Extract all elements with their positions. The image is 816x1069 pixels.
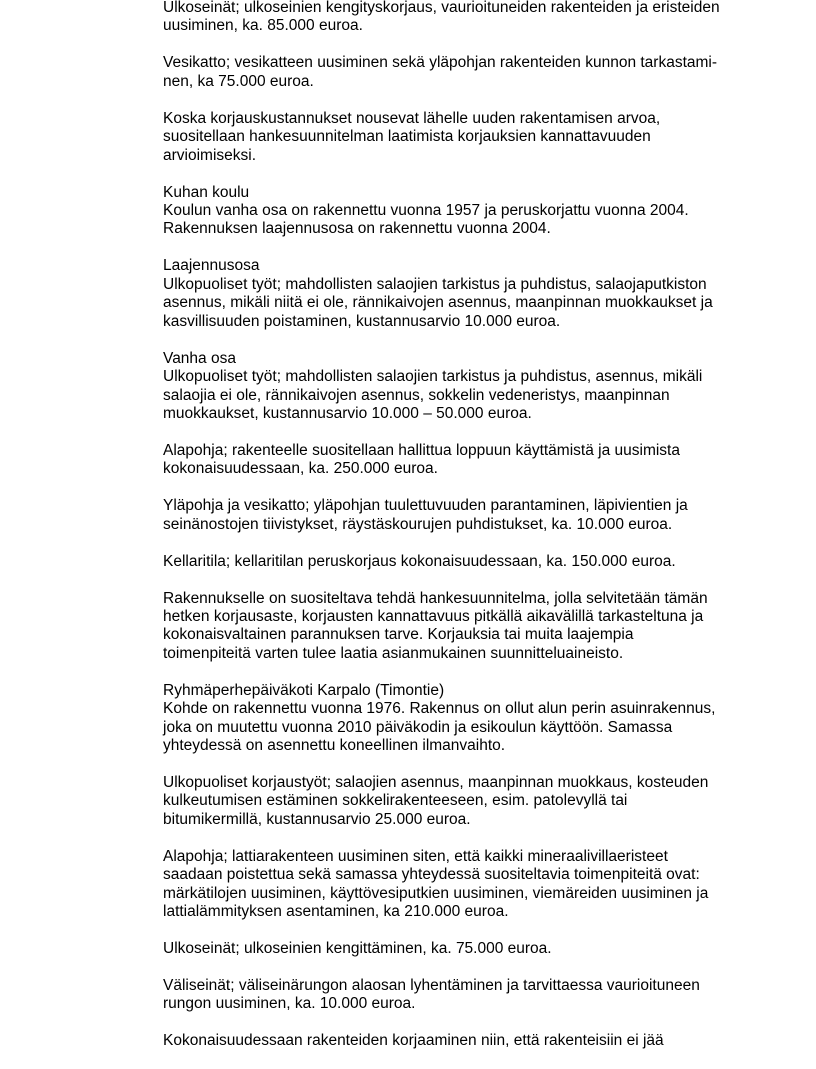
text-line: Ulkoseinät; ulkoseinien kengittäminen, ka. 75.000 euroa. (163, 940, 552, 958)
paragraph (163, 940, 803, 958)
paragraph (163, 1032, 803, 1050)
paragraph (163, 54, 803, 91)
text-line: Vanha osa (163, 349, 236, 367)
text-line: yhteydessä on asennettu koneellinen ilmanvaihto. (163, 737, 506, 755)
paragraph (163, 350, 803, 424)
text-line: Koulun vanha osa on rakennettu vuonna 1957 ja peruskorjattu vuonna 2004. (163, 201, 689, 219)
text-line: Ulkopuoliset työt; mahdollisten salaojien tarkistus ja puhdistus, asennus, mikäli (163, 368, 703, 386)
text-line: rungon uusiminen, ka. 10.000 euroa. (163, 995, 416, 1013)
paragraph (163, 590, 803, 664)
text-line: seinänostojen tiivistykset, räystäskourujen puhdistukset, ka. 10.000 euroa. (163, 515, 673, 533)
text-line: Koska korjauskustannukset nousevat lähelle uuden rakentamisen arvoa, (163, 109, 661, 127)
text-line: salaojia ei ole, rännikaivojen asennus, sokkelin vedeneristys, maanpinnan (163, 386, 670, 404)
text-line: Vesikatto; vesikatteen uusiminen sekä yläpohjan rakenteiden kunnon tarkastami- (163, 54, 718, 72)
text-line: Ulkoseinät; ulkoseinien kengityskorjaus, vaurioituneiden rakenteiden ja eristeiden (163, 0, 720, 16)
paragraph (163, 184, 803, 239)
text-line: Laajennusosa (163, 257, 260, 275)
text-line: Kokonaisuudessaan rakenteiden korjaaminen niin, että rakenteisiin ei jää (163, 1032, 664, 1050)
text-line: Ulkopuoliset korjaustyöt; salaojien asennus, maanpinnan muokkaus, kosteuden (163, 774, 709, 792)
text-line: kokonaisvaltainen parannuksen tarve. Korjauksia tai muita laajempia (163, 626, 634, 644)
text-line: uusiminen, ka. 85.000 euroa. (163, 17, 363, 35)
text-line: nen, ka 75.000 euroa. (163, 72, 314, 90)
paragraph (163, 110, 803, 165)
paragraph (163, 442, 803, 479)
text-line: saadaan poistettua sekä samassa yhteydessä suositeltavia toimenpiteitä ovat: (163, 866, 700, 884)
text-line: Väliseinät; väliseinärungon alaosan lyhentäminen ja tarvittaessa vaurioituneen (163, 977, 700, 995)
paragraph (163, 977, 803, 1014)
text-line: Alapohja; rakenteelle suositellaan hallittua loppuun käyttämistä ja uusimista (163, 441, 680, 459)
text-line: Kohde on rakennettu vuonna 1976. Rakennus on ollut alun perin asuinrakennus, (163, 700, 716, 718)
text-line: märkätilojen uusiminen, käyttövesiputkien uusiminen, viemäreiden uusiminen ja (163, 884, 709, 902)
paragraph (163, 0, 803, 36)
text-line: arvioimiseksi. (163, 146, 257, 164)
text-line: kokonaisuudessaan, ka. 250.000 euroa. (163, 460, 438, 478)
text-line: lattialämmityksen asentaminen, ka 210.000 euroa. (163, 903, 509, 921)
text-line: joka on muutettu vuonna 2010 päiväkodin ja esikoulun käyttöön. Samassa (163, 718, 673, 736)
text-line: Rakennukselle on suositeltava tehdä hankesuunnitelma, jolla selvitetään tämän (163, 589, 708, 607)
paragraph (163, 774, 803, 829)
text-line: Kellaritila; kellaritilan peruskorjaus kokonaisuudessaan, ka. 150.000 euroa. (163, 552, 676, 570)
text-line: Kuhan koulu (163, 183, 250, 201)
paragraph (163, 848, 803, 922)
text-line: kasvillisuuden poistaminen, kustannusarvio 10.000 euroa. (163, 312, 561, 330)
paragraph (163, 497, 803, 534)
text-line: suositellaan hankesuunnitelman laatimista korjauksien kannattavuuden (163, 128, 651, 146)
paragraph (163, 682, 803, 756)
text-line: asennus, mikäli niitä ei ole, rännikaivojen asennus, maanpinnan muokkaukset ja (163, 294, 713, 312)
paragraph (163, 553, 803, 571)
text-line: bitumikermillä, kustannusarvio 25.000 euroa. (163, 810, 471, 828)
text-line: kulkeutumisen estäminen sokkelirakenteeseen, esim. patolevyllä tai (163, 792, 628, 810)
text-line: toimenpiteitä varten tulee laatia asianmukainen suunnitteluaineisto. (163, 644, 624, 662)
text-line: Alapohja; lattiarakenteen uusiminen siten, että kaikki mineraalivillaeristeet (163, 847, 668, 865)
text-line: muokkaukset, kustannusarvio 10.000 – 50.000 euroa. (163, 404, 532, 422)
text-line: Ryhmäperhepäiväkoti Karpalo (Timontie) (163, 681, 445, 699)
text-line: Rakennuksen laajennusosa on rakennettu vuonna 2004. (163, 220, 551, 238)
paragraph (163, 257, 803, 331)
text-line: Ulkopuoliset työt; mahdollisten salaojien tarkistus ja puhdistus, salaojaputkiston (163, 275, 707, 293)
document-page (163, 0, 803, 1069)
text-line: Yläpohja ja vesikatto; yläpohjan tuulettuvuuden parantaminen, läpivientien ja (163, 497, 688, 515)
text-line: hetken korjausaste, korjausten kannattavuus pitkällä aikavälillä tarkasteltuna ja (163, 607, 704, 625)
